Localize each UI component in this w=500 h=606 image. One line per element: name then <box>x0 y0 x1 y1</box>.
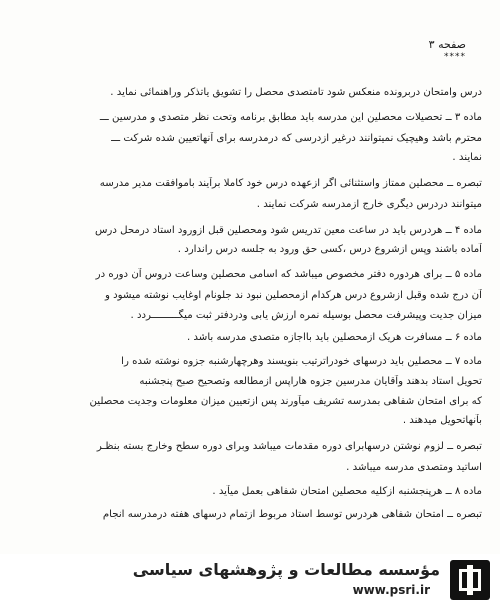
text-line: ماده ۳ ــ تحصیلات محصلین این مدرسه باید مطابق برنامه وتحت نظر متصدی و مدرسین ـــ <box>99 112 482 123</box>
text-line: ماده ۸ ــ هرپنجشنبه ازکلیه محصلین امتحان شفاهی بعمل میآید . <box>212 486 482 497</box>
text-line: ماده ۵ ــ برای هردوره دفتر مخصوص میباشد که اسامی محصلین وساعت دروس آن دوره در <box>95 269 482 280</box>
watermark-footer <box>0 554 500 606</box>
text-line: ماده ۴ ــ هردرس باید در ساعت معین تدریس شود ومحصلین قبل ازورود استاد درمحل درس <box>95 225 482 236</box>
text-line: بآنهاتحویل میدهند . <box>402 415 482 426</box>
text-line: اساتید ومتصدی مدرسه میباشد . <box>346 462 482 473</box>
institute-url[interactable]: www.psri.ir <box>352 583 430 597</box>
text-line: محترم باشد وهیچیک نمیتوانند درغیر ازدرسی که درمدرسه برای آنهاتعیین شده شرکت ـــ <box>111 133 482 144</box>
page-number-label: صفحه ۳ <box>428 38 466 51</box>
text-line: میزان جدیت وپیشرفت محصل بوسیله نمره ارزش یابی ودردفتر ثبت میگـــــــــردد . <box>130 310 482 321</box>
psri-logo-icon <box>450 560 490 600</box>
text-line: تبصره ــ لزوم نوشتن درسهابرای دوره مقدمات میباشد وبرای دوره سطح وخارج بسته بنظـر <box>96 441 482 452</box>
text-line: درس وامتحان دربرونده منعکس شود تامتصدی محصل را تشویق یاتذکر وراهنمائی نماید . <box>110 87 482 98</box>
text-line: میتوانند دردرس دیگری خارج ازمدرسه شرکت نمایند . <box>256 199 482 210</box>
text-line: تبصره ــ محصلین ممتاز واستثنائی اگر ازعهده درس خود کاملا برآیند باموافقت مدیر مدرسه <box>99 178 482 189</box>
text-line: آن درج شده وقبل ازشروع درس هرکدام ازمحصلین نبود ند جلونام اوغایب نوشته میشود و <box>104 290 482 301</box>
institute-name: مؤسسه مطالعات و پژوهشهای سیاسی <box>132 560 440 579</box>
page-header <box>396 38 466 64</box>
text-line: که برای امتحان شفاهی بمدرسه تشریف میآورند پس ازتعیین میزان معلومات وجدیت محصلین <box>89 396 482 407</box>
text-line: ماده ۶ ــ مسافرت هریک ازمحصلین باید بااجازه متصدی مدرسه باشد . <box>186 332 482 343</box>
text-line: ماده ۷ ــ محصلین باید درسهای خودراترتیب بنویسند وهرچهارشنبه جزوه نوشته شده را <box>121 356 482 367</box>
text-line: تحویل استاد بدهند وآقایان مدرسین جزوه هاراپس ازمطالعه وتصحیح صبح پنجشنبه <box>139 376 482 387</box>
text-line: آماده باشند وپس ازشروع درس ،کسی حق ورود به جلسه درس راندارد . <box>177 244 482 255</box>
header-stars: **** <box>444 52 466 62</box>
text-line: نمایند . <box>452 152 482 163</box>
text-line: تبصره ــ امتحان شفاهی هردرس توسط استاد مربوط ازتمام درسهای هفته درمدرسه انجام <box>102 509 482 520</box>
